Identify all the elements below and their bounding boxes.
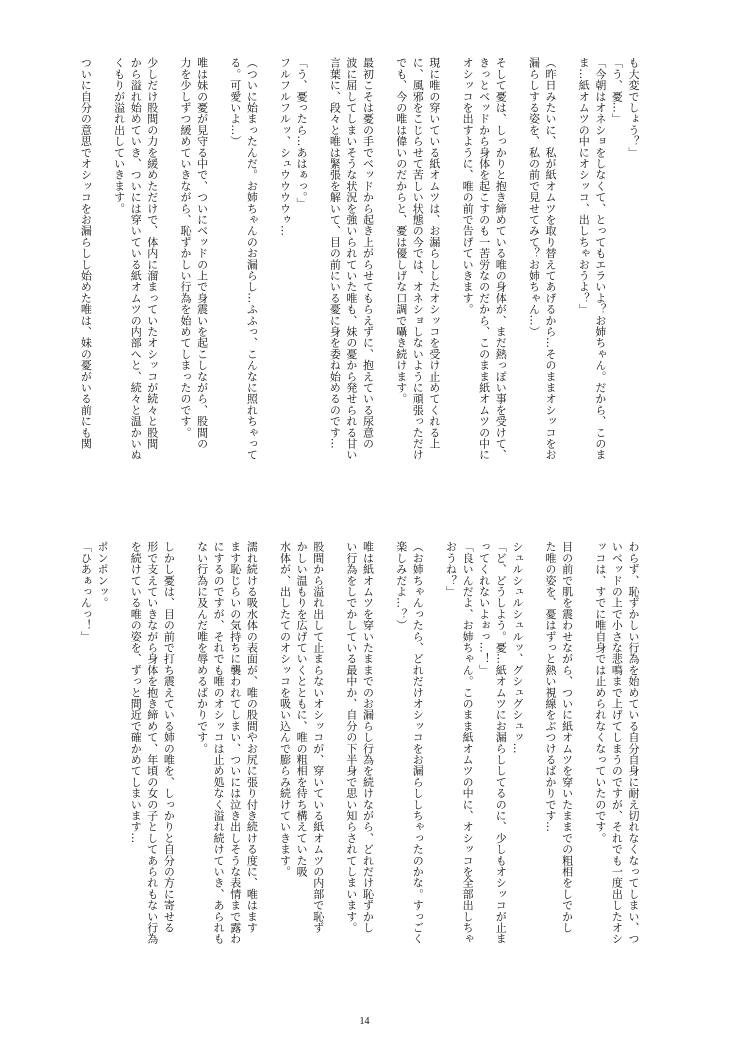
text-line: 言葉に、段々と唯は緊張を解いて、目の前にいる憂に身を委ね始めるのです… — [328, 57, 342, 449]
upper-text-block — [79, 57, 641, 517]
text-line: ポンポンッ。 — [96, 541, 109, 609]
text-line — [326, 541, 343, 983]
lower-text-block — [79, 541, 641, 983]
text-line: 現に唯の穿いている紙オムツは、お漏らししたオシッコを受け止めてくれる上 — [427, 57, 441, 449]
text-line: わらず、恥ずかしい行為を始めている自分自身に耐え切れなくなってしまい、つ — [627, 541, 640, 945]
text-line: 最初こそは憂の手でベッドから起き上がらせてもらえずに、抱えている尿意の — [361, 57, 375, 449]
text-line: 漏らしする姿を、私の前で見せてみて？お姉ちゃん…） — [527, 57, 541, 337]
text-line: オシッコを出すように、唯の前で告げていきます。 — [461, 57, 475, 315]
text-line — [309, 57, 326, 517]
text-line: 唯は妹の憂が見守る中で、ついにベッドの上で身震いを起こしながら、股間の — [195, 57, 209, 449]
text-line: しかし憂は、目の前で打ち震えている姉の唯を、しっかりと自分の方に寄せる — [162, 541, 176, 933]
text-line — [210, 57, 227, 517]
text-line: いベッドの上で小さな悲鳴まで上げてしまうのですが、それでも一度出したオシ — [610, 541, 624, 945]
text-line: ない行為に及んだ唯を辱めるばかりです。 — [195, 541, 209, 754]
text-line — [425, 541, 442, 983]
text-line: （ついに始まったんだ。お姉ちゃんのお漏らし…ふふっ、こんなに照れちゃって — [245, 57, 259, 461]
page-number: 14 — [359, 1016, 370, 1027]
text-line — [376, 57, 393, 517]
text-line: も大変でしょう？」 — [627, 57, 640, 158]
text-line: を続けている唯の姿を、ずっと間近で確かめてしまいます… — [129, 541, 143, 844]
text-line: 波に屈してしまいそうな状況を強いられていた唯も、妹の憂から発せられる甘い — [344, 57, 358, 461]
text-line: ついに自分の意思でオシッコをお漏らしし始めた唯は、妹の憂がいる前にも関 — [79, 57, 93, 449]
text-line: （昨日みたいに、私が紙オムツを取り替えてあげるから…そのままオシッコをお — [544, 57, 558, 461]
text-line: ッコは、すでに唯自身では止められなくなっていたのです。 — [593, 541, 607, 844]
text-line: ってくれないよぉっ…！」 — [477, 541, 491, 676]
text-line: 力を少しずつ緩めていきながら、恥ずかしい行為を始めてしまったのです。 — [178, 57, 192, 438]
text-line: 「ど、どうしよう。憂…紙オムツにお漏らししてるのに、少しもオシッコが止ま — [494, 541, 508, 945]
text-line: 「良いんだよ、お姉ちゃん。このまま紙オムツの中に、オシッコを全部出しちゃ — [461, 541, 475, 945]
text-line: そして憂は、しっかりと抱き締めている唯の身体が、まだ熱っぽい事を受けて、 — [494, 57, 508, 461]
text-line: 股間から溢れ出して止まらないオシッコが、穿いている紙オムツの内部で恥ず — [311, 541, 325, 933]
text-line: から溢れ始めていき、ついには穿いている紙オムツの内部へと、続々と温かいぬ — [129, 57, 143, 461]
text-line: ま…紙オムツの中にオシッコ、出しちゃおうよ？」 — [577, 57, 591, 315]
text-line — [508, 57, 525, 517]
text-line: 「ひあぁっんっ！」 — [79, 541, 93, 642]
text-line: おうね？」 — [444, 541, 458, 597]
text-line — [110, 541, 127, 983]
text-line: た唯の姿を、憂はずっと熱い視線をぶつけるばかりです… — [544, 541, 558, 833]
text-line: 「う、憂…」 — [610, 57, 624, 125]
text-line: くもりが溢れ出していきます。 — [112, 57, 126, 214]
text-line: シュルシュルシュルッ、グシュグシュッ… — [510, 541, 524, 754]
text-line: 「今朝はオネショをしなくて、とってもエラいよ？お姉ちゃん。だから、このま — [593, 57, 607, 461]
text-line: ます恥じらいの気持ちに襲われてしまい、ついには泣き出しそうな表情まで露わ — [228, 541, 242, 945]
text-line — [259, 57, 276, 517]
text-line: きっとベッドから身体を起こすのも一苦労なのだから、このまま紙オムツの中に — [477, 57, 491, 461]
text-line: 形で支えていきながら身体を抱き締めて、年頃の女の子としてあられもない行為 — [145, 541, 159, 945]
text-line: 目の前で肌を震わせながら、ついに紙オムツを穿いたままでの粗相をしでかし — [560, 541, 574, 933]
text-line — [558, 57, 575, 517]
text-line: かしい温もりを広げていくとともに、唯の粗相を待ち構えていた吸 — [295, 541, 309, 877]
text-line: フルフルフルッ、シュウウウウゥ… — [278, 57, 292, 237]
text-line: でも、今の唯は偉いのだからと、憂は優しげな口調で囁き続けます。 — [394, 57, 408, 405]
text-line: 濡れ続ける吸水体の表面が、唯の股間やお尻に張り付き続ける度に、唯はます — [245, 541, 259, 933]
text-line — [176, 541, 193, 983]
text-line — [376, 541, 393, 983]
text-line: にするのですが、それでも唯のオシッコは止め処なく溢れ続けていき、あられも — [212, 541, 226, 945]
text-line: い行為をしでかしている最中か、自分の下半身で思い知らされてしまいます。 — [344, 541, 358, 933]
text-line: る。可愛いよ…） — [228, 57, 242, 147]
text-line — [93, 57, 110, 517]
text-line: 楽しみだよ…？） — [394, 541, 408, 631]
text-line: 「う、憂ったら…あはぁっ。」 — [295, 57, 309, 209]
text-line — [442, 57, 459, 517]
text-line — [525, 541, 542, 983]
text-line: に、風邪をこじらせて苦しい状態の今では、オネショしないように頑張っただけ — [411, 57, 425, 461]
text-line: 水体が、出したてのオシッコを吸い込んで膨らみ続けていきます。 — [278, 541, 292, 877]
text-line — [575, 541, 592, 983]
text-line: 少しだけ股間の力を緩めただけで、体内に溜まっていたオシッコが続々と股間 — [145, 57, 159, 449]
text-line: 唯は紙オムツを穿いたままでのお漏らし行為を続けながら、どれだけ恥ずかし — [361, 541, 375, 933]
text-line — [160, 57, 177, 517]
text-line: （お姉ちゃんったら、どれだけオシッコをお漏らししちゃったのかな。すっごく — [411, 541, 425, 945]
text-line — [259, 541, 276, 983]
